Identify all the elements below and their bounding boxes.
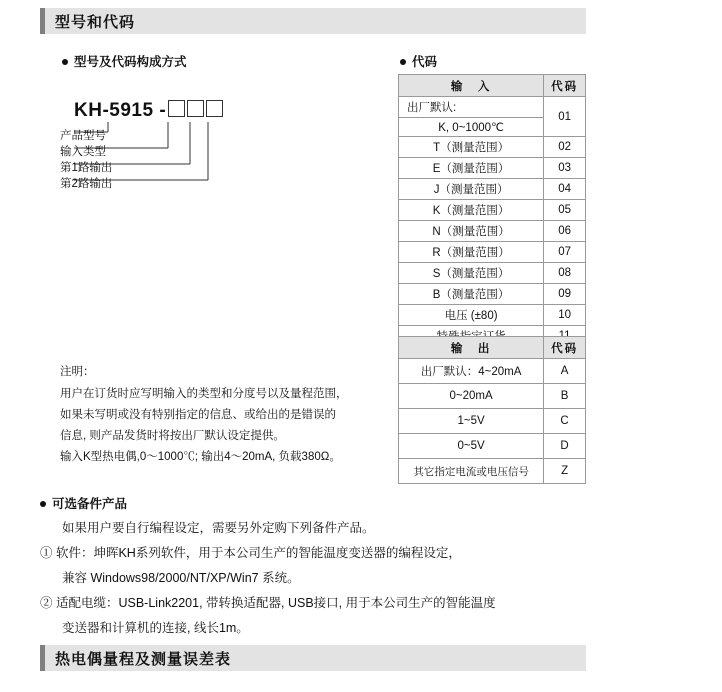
output-row-4-name: 其它指定电流或电压信号 — [399, 459, 544, 484]
input-row-3-code: 04 — [544, 179, 586, 200]
input-row-8-name: B（测量范围） — [399, 284, 544, 305]
note-line-3: 输入K型热电偶,0～1000℃; 输出4～20mA, 负载380Ω。 — [60, 451, 341, 463]
table-row — [399, 409, 586, 434]
note-line-0: 用户在订货时应写明输入的类型和分度号以及量程范围， — [60, 388, 348, 400]
accessories-item-1: 兼容 Windows98/2000/NT/XP/Win7 系统。 — [62, 571, 300, 585]
input-row-2-code: 03 — [544, 158, 586, 179]
section-header-thermocouple-range — [40, 645, 586, 671]
input-row-0-code: 01 — [544, 97, 586, 137]
note-line-2: 信息, 则产品发货时将按出厂默认设定提供。 — [60, 430, 285, 442]
output-row-2-name: 1~5V — [399, 409, 544, 434]
code-box-2 — [187, 100, 204, 117]
output-row-0-code: A — [544, 359, 586, 384]
table-row — [399, 179, 586, 200]
table-row — [399, 158, 586, 179]
table-row — [399, 97, 586, 118]
code-box-1 — [168, 100, 185, 117]
input-row-0-name-2: K, 0~1000℃ — [399, 118, 544, 137]
bullet-dot-icon — [62, 59, 68, 65]
input-row-0-name: 出厂默认: — [399, 97, 544, 118]
table-row — [399, 200, 586, 221]
section-title-top: 型号和代码 — [55, 14, 136, 31]
input-row-4-name: K（测量范围） — [399, 200, 544, 221]
table-row — [399, 384, 586, 409]
table-row — [399, 221, 586, 242]
table-row — [399, 137, 586, 158]
accessories-item-0: ① 软件：坤晖KH系列软件，用于本公司生产的智能温度变送器的编程设定， — [40, 546, 461, 560]
bullet-model-composition — [62, 52, 187, 70]
table-header-row — [399, 75, 586, 97]
output-row-1-name: 0~20mA — [399, 384, 544, 409]
output-row-1-code: B — [544, 384, 586, 409]
input-row-8-code: 09 — [544, 284, 586, 305]
accessories-block — [40, 494, 600, 643]
input-row-6-code: 07 — [544, 242, 586, 263]
section-title-bottom: 热电偶量程及测量误差表 — [55, 651, 232, 668]
note-title: 注明： — [60, 366, 95, 378]
input-row-5-code: 06 — [544, 221, 586, 242]
section-header-model-code — [40, 8, 586, 34]
input-row-2-name: E（测量范围） — [399, 158, 544, 179]
output-table-header-name: 输 出 — [399, 337, 544, 359]
input-code-table — [398, 74, 586, 347]
model-code-graphic — [74, 100, 223, 122]
input-row-7-name: S（测量范围） — [399, 263, 544, 284]
note-line-1: 如果未写明或没有特别指定的信息、或给出的是错误的 — [60, 409, 336, 421]
table-header-row — [399, 337, 586, 359]
input-row-1-code: 02 — [544, 137, 586, 158]
output-row-2-code: C — [544, 409, 586, 434]
output-code-table — [398, 336, 586, 484]
input-row-4-code: 05 — [544, 200, 586, 221]
accessories-heading-label: 可选备件产品 — [52, 497, 128, 511]
input-table-header-code: 代码 — [544, 75, 586, 97]
table-row — [399, 459, 586, 484]
accessories-item-3: 变送器和计算机的连接, 线长1m。 — [62, 621, 249, 635]
output-row-3-code: D — [544, 434, 586, 459]
table-row — [399, 434, 586, 459]
output-row-0-name: 出厂默认：4~20mA — [399, 359, 544, 384]
table-row — [399, 359, 586, 384]
input-row-3-name: J（测量范围） — [399, 179, 544, 200]
bullet-code — [400, 52, 437, 70]
leader-label-2: 第1路输出 — [60, 162, 113, 174]
output-row-4-code: Z — [544, 459, 586, 484]
input-row-5-name: N（测量范围） — [399, 221, 544, 242]
input-row-6-name: R（测量范围） — [399, 242, 544, 263]
leader-label-0: 产品型号 — [60, 130, 106, 142]
accessories-heading — [40, 494, 600, 512]
table-row — [399, 305, 586, 326]
table-row — [399, 263, 586, 284]
leader-label-1: 输入类型 — [60, 146, 106, 158]
bullet-dot-icon-2 — [400, 59, 406, 65]
leader-label-3: 第2路输出 — [60, 178, 113, 190]
accessories-item-2: ② 适配电缆：USB-Link2201, 带转换适配器, USB接口, 用于本公司生产的智能温度 — [40, 596, 496, 610]
table-row — [399, 242, 586, 263]
input-table-header-name: 输 入 — [399, 75, 544, 97]
input-row-9-name: 电压 (±80) — [399, 305, 544, 326]
model-code-text: KH-5915 - — [74, 100, 167, 121]
bullet-dot-icon-3 — [40, 501, 46, 507]
bullet-code-label: 代码 — [412, 55, 438, 69]
table-row — [399, 284, 586, 305]
input-row-1-name: T（测量范围） — [399, 137, 544, 158]
bullet-model-composition-label: 型号及代码构成方式 — [74, 55, 187, 69]
note-block — [60, 362, 380, 468]
input-row-9-code: 10 — [544, 305, 586, 326]
output-table-header-code: 代码 — [544, 337, 586, 359]
code-box-3 — [206, 100, 223, 117]
output-row-3-name: 0~5V — [399, 434, 544, 459]
accessories-lead: 如果用户要自行编程设定，需要另外定购下列备件产品。 — [62, 521, 375, 535]
input-row-7-code: 08 — [544, 263, 586, 284]
